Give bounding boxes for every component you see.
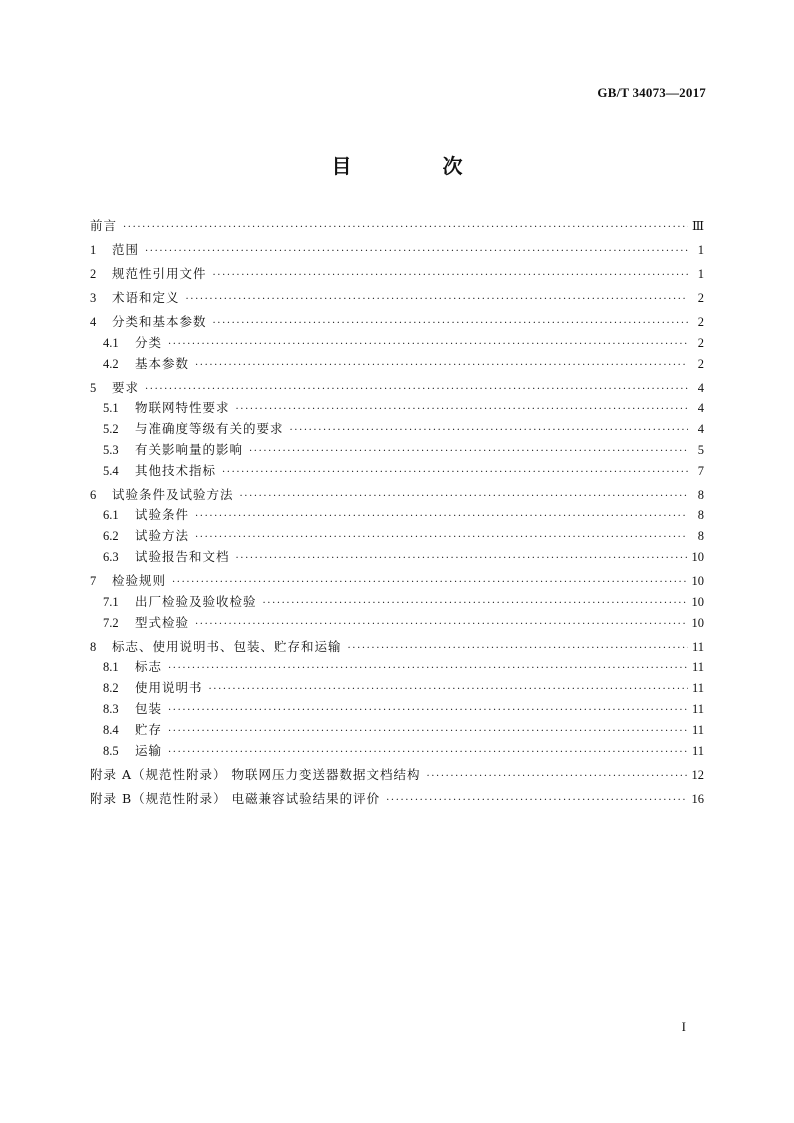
toc-entry[interactable]: [90, 264, 704, 285]
toc-entry[interactable]: [90, 461, 704, 482]
toc-entry-label: 附录 B（规范性附录） 电磁兼容试验结果的评价: [90, 790, 381, 806]
toc-entry-page: 2: [697, 314, 704, 329]
toc-entry-label: 附录 A（规范性附录） 物联网压力变送器数据文档结构: [90, 766, 421, 782]
dot-leader: [145, 380, 688, 401]
toc-entry[interactable]: [90, 720, 704, 741]
toc-entry-page: 11: [691, 639, 704, 654]
toc-entry[interactable]: [90, 699, 704, 720]
standard-code: GB/T 34073—2017: [597, 85, 706, 100]
dot-leader: [195, 356, 688, 377]
toc-entry-label: 物联网特性要求: [135, 400, 230, 416]
toc-entry-number: 6: [90, 487, 97, 502]
toc-entry-label: 标志: [135, 659, 163, 675]
toc-entry-page: 4: [697, 401, 704, 416]
dot-leader: [168, 659, 688, 680]
toc-entry-label: 试验条件及试验方法: [112, 486, 234, 502]
toc-entry[interactable]: [90, 312, 704, 333]
toc-entry-number: 4.1: [103, 335, 119, 350]
dot-leader: [168, 701, 688, 722]
dot-leader: [123, 218, 688, 239]
toc-entry-label: 试验报告和文档: [135, 549, 230, 565]
toc-entry-page: 5: [697, 442, 704, 457]
toc-entry-page: 10: [691, 615, 704, 630]
toc-entry-label: 其他技术指标: [135, 462, 217, 478]
dot-leader: [195, 615, 687, 636]
toc-entry-page: 11: [691, 702, 704, 717]
toc-entry-number: 2: [90, 266, 97, 281]
dot-leader: [168, 722, 688, 743]
toc-entry-number: 8: [90, 639, 97, 654]
toc-entry-page: 2: [697, 356, 704, 371]
toc-entry-page: 16: [691, 791, 704, 806]
dot-leader: [186, 290, 688, 311]
toc-title: 目 次: [331, 154, 505, 178]
dot-leader: [222, 463, 688, 484]
toc-entry[interactable]: [90, 216, 704, 237]
toc-entry-page: 1: [697, 266, 704, 281]
toc-entry-label: 规范性引用文件: [112, 265, 207, 281]
toc-entry-number: 5.2: [103, 422, 119, 437]
toc-entry-number: 8.3: [103, 702, 119, 717]
toc-entry-label: 包装: [135, 701, 163, 717]
toc-entry-number: 7: [90, 574, 97, 589]
dot-leader: [249, 442, 688, 463]
dot-leader: [195, 528, 688, 549]
toc-entry-page: 4: [697, 422, 704, 437]
dot-leader: [263, 594, 688, 615]
toc-entry[interactable]: [90, 526, 704, 547]
toc-entry-label: 基本参数: [135, 355, 190, 371]
toc-entry[interactable]: [90, 547, 704, 568]
toc-entry-number: 1: [90, 242, 97, 257]
toc-entry-label: 术语和定义: [112, 289, 180, 305]
toc-entry[interactable]: [90, 613, 704, 634]
toc-entry-page: 10: [691, 594, 704, 609]
toc-entry-label: 使用说明书: [135, 680, 203, 696]
toc-entry[interactable]: [90, 657, 704, 678]
toc-entry[interactable]: [90, 592, 704, 613]
toc-entry-label: 出厂检验及验收检验: [135, 593, 257, 609]
dot-leader: [348, 639, 688, 660]
dot-leader: [386, 791, 687, 812]
toc-entry-label: 要求: [112, 379, 140, 395]
dot-leader: [213, 314, 688, 335]
toc-entry-number: 5.1: [103, 401, 119, 416]
toc-entry[interactable]: [90, 637, 704, 658]
toc-entry[interactable]: [90, 505, 704, 526]
toc-entry-label: 试验方法: [135, 528, 190, 544]
toc-entry-label: 型式检验: [135, 614, 190, 630]
toc-entry-number: 4.2: [103, 356, 119, 371]
toc-entry-number: 7.2: [103, 615, 119, 630]
toc-entry[interactable]: [90, 571, 704, 592]
toc-entry-page: Ⅲ: [691, 219, 704, 233]
toc-entry-page: 10: [691, 550, 704, 565]
toc-entry-page: 2: [697, 290, 704, 305]
dot-leader: [426, 767, 687, 788]
toc-entry-label: 检验规则: [112, 573, 167, 589]
toc-entry-page: 10: [691, 574, 704, 589]
toc-entry[interactable]: [90, 378, 704, 399]
dot-leader: [236, 400, 688, 421]
toc-entry-number: 8.4: [103, 722, 119, 737]
dot-leader: [168, 335, 688, 356]
toc-entry-label: 贮存: [135, 721, 163, 737]
toc-entry[interactable]: [90, 419, 704, 440]
dot-leader: [195, 507, 688, 528]
toc-entry-label: 与准确度等级有关的要求: [135, 421, 284, 437]
toc-entry-label: 分类: [135, 334, 163, 350]
page-number: I: [681, 1019, 686, 1034]
toc-entry-label: 前言: [90, 218, 118, 233]
dot-leader: [236, 549, 688, 570]
dot-leader: [209, 680, 688, 701]
toc-entry-page: 11: [691, 681, 704, 696]
dot-leader: [240, 487, 688, 508]
toc-entry-number: 6.3: [103, 550, 119, 565]
toc-entry[interactable]: [90, 741, 704, 762]
toc-entry-number: 7.1: [103, 594, 119, 609]
toc-entry[interactable]: [90, 440, 704, 461]
toc-entry-number: 4: [90, 314, 97, 329]
toc-entry-page: 4: [697, 380, 704, 395]
toc-entry-number: 5.3: [103, 442, 119, 457]
toc-entry-page: 8: [697, 508, 704, 523]
toc-entry[interactable]: [90, 789, 704, 810]
dot-leader: [168, 743, 688, 764]
toc-entry-page: 7: [697, 463, 704, 478]
toc-entry-number: 8.1: [103, 660, 119, 675]
toc-entry-number: 5: [90, 380, 97, 395]
toc-entry-page: 11: [691, 743, 704, 758]
toc-entry-label: 有关影响量的影响: [135, 441, 244, 457]
toc-entry-page: 11: [691, 660, 704, 675]
toc-entry[interactable]: [90, 354, 704, 375]
toc-entry-number: 5.4: [103, 463, 119, 478]
toc-entry-page: 1: [697, 242, 704, 257]
toc-entry[interactable]: [90, 765, 704, 786]
toc-entry-page: 2: [697, 335, 704, 350]
toc-entry-label: 标志、使用说明书、包装、贮存和运输: [112, 638, 342, 654]
toc-entry[interactable]: [90, 240, 704, 261]
toc-entry-label: 运输: [135, 742, 163, 758]
toc-entry-label: 分类和基本参数: [112, 313, 207, 329]
toc-entry-number: 8.5: [103, 743, 119, 758]
table-of-contents: [90, 216, 704, 809]
dot-leader: [290, 421, 688, 442]
toc-entry-label: 试验条件: [135, 507, 190, 523]
toc-entry[interactable]: [90, 678, 704, 699]
toc-entry-page: 8: [697, 529, 704, 544]
toc-entry[interactable]: [90, 333, 704, 354]
toc-entry-label: 范围: [112, 241, 140, 257]
toc-entry-number: 8.2: [103, 681, 119, 696]
toc-entry[interactable]: [90, 288, 704, 309]
dot-leader: [172, 573, 687, 594]
toc-entry[interactable]: [90, 485, 704, 506]
toc-entry-page: 8: [697, 487, 704, 502]
dot-leader: [145, 242, 688, 263]
toc-entry-page: 12: [691, 767, 704, 782]
dot-leader: [213, 266, 688, 287]
toc-entry-number: 6.1: [103, 508, 119, 523]
toc-entry-number: 6.2: [103, 529, 119, 544]
toc-entry-page: 11: [691, 722, 704, 737]
toc-entry-number: 3: [90, 290, 97, 305]
toc-entry[interactable]: [90, 398, 704, 419]
